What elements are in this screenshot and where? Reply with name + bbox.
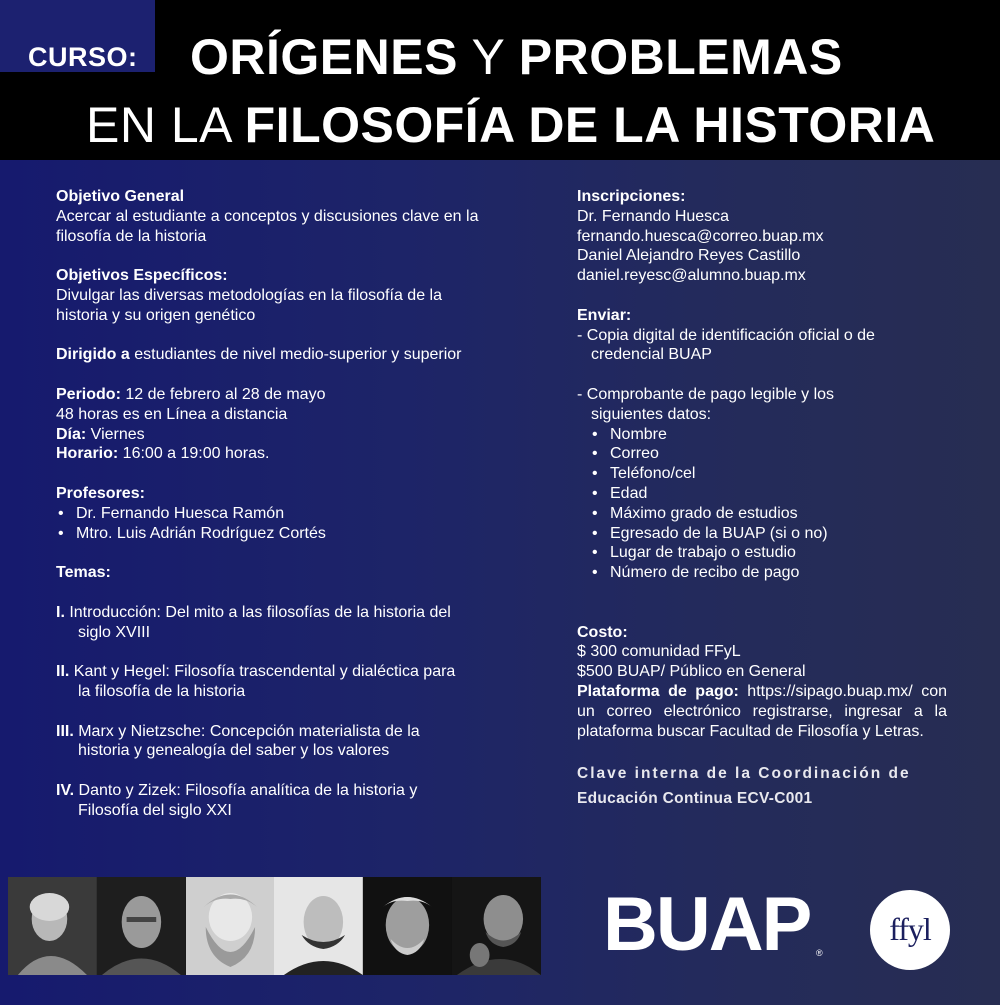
tema-text: Danto y Zizek: Filosofía analítica de la historia y [74, 781, 418, 799]
tema-item [56, 603, 492, 643]
portrait-hegel-icon [97, 877, 186, 975]
temas-heading-block [56, 563, 492, 583]
schedule [56, 385, 492, 464]
tema-text: Introducción: Del mito a las filosofías de la historia del [64, 603, 451, 621]
objetivos-especificos-text: Divulgar las diversas metodologías en la filosofía de la historia y su origen genético [56, 286, 442, 324]
list-item: • Nombre [577, 425, 947, 445]
title-line-2 [86, 96, 935, 154]
horario-text: 16:00 a 19:00 horas. [118, 445, 270, 463]
tema-number: I. [56, 603, 65, 621]
profesores [56, 484, 492, 543]
dia-text: Viernes [86, 425, 145, 443]
clave-line-2: Educación Continua ECV-C001 [577, 790, 813, 808]
portrait-marx-icon [186, 877, 275, 975]
inscripciones-name-1: Dr. Fernando Huesca [577, 207, 730, 225]
tema-number: IV. [56, 781, 75, 799]
tema-number: III. [56, 722, 74, 740]
curso-label: CURSO: [28, 42, 138, 72]
dirigido-text: estudiantes de nivel medio-superior y superior [129, 346, 462, 364]
left-column [56, 187, 492, 840]
tema-continuation: siglo XVIII [78, 623, 151, 641]
clave-interna [577, 761, 947, 811]
inscripciones [577, 187, 947, 286]
title-line-1 [190, 28, 843, 86]
title-problemas: PROBLEMAS [518, 29, 843, 85]
enviar-item-1: - Copia digital de identificación oficial o de [577, 326, 875, 344]
objetivo-general [56, 187, 492, 246]
ffyl-logo: ffyl [870, 890, 950, 970]
tema-text: Kant y Hegel: Filosofía trascendental y dialéctica para [69, 663, 456, 681]
inscripciones-name-2: Daniel Alejandro Reyes Castillo [577, 247, 801, 265]
periodo-text: 12 de febrero al 28 de mayo [120, 385, 326, 403]
periodo-heading: Periodo: [56, 385, 121, 403]
enviar-item-1-cont: credencial BUAP [591, 346, 712, 364]
list-item: • Egresado de la BUAP (si o no) [577, 524, 947, 544]
plataforma-heading: Plataforma de pago: [577, 682, 739, 700]
horario-heading: Horario: [56, 445, 119, 463]
costo-ffyl: $ 300 comunidad FFyL [577, 643, 741, 661]
inscripciones-heading: Inscripciones: [577, 188, 686, 205]
objetivo-general-text: Acercar al estudiante a conceptos y discusiones clave en la filosofía de la historia [56, 207, 479, 245]
datos-list [577, 425, 947, 583]
objetivo-general-heading: Objetivo General [56, 188, 185, 205]
portrait-danto-icon [363, 877, 452, 975]
list-item: • Número de recibo de pago [577, 563, 947, 583]
horas: 48 horas es en Línea a distancia [56, 405, 288, 423]
plataforma-text: https://sipago.buap.mx/ con un correo electrónico registrarse, ingresar a la plataforma buscar Facultad de Filosofía y Letras. [577, 682, 947, 740]
list-item: • Máximo grado de estudios [577, 504, 947, 524]
title-en-la: EN LA [86, 97, 245, 153]
costo [577, 623, 947, 742]
enviar-item-2-cont: siguientes datos: [591, 405, 712, 423]
list-item: • Teléfono/cel [577, 464, 947, 484]
costo-general: $500 BUAP/ Público en General [577, 663, 806, 681]
dirigido-heading: Dirigido a [56, 346, 130, 364]
tema-item [56, 781, 492, 821]
enviar-2 [577, 385, 947, 583]
tema-text: Marx y Nietzsche: Concepción materialista de la [73, 722, 420, 740]
list-item: • Lugar de trabajo o estudio [577, 543, 947, 563]
enviar-item-2: - Comprobante de pago legible y los [577, 385, 835, 403]
enviar-heading: Enviar: [577, 306, 632, 324]
clave-line-1: Clave interna de la Coordinación de [577, 765, 911, 783]
dia [56, 425, 492, 445]
plataforma [577, 682, 947, 741]
list-item: • Mtro. Luis Adrián Rodríguez Cortés [56, 524, 492, 544]
inscripciones-email-2[interactable]: daniel.reyesc@alumno.buap.mx [577, 267, 806, 285]
costo-heading: Costo: [577, 623, 628, 641]
list-item: • Correo [577, 444, 947, 464]
horario [56, 444, 492, 464]
tema-continuation: Filosofía del siglo XXI [78, 801, 232, 819]
tema-item [56, 722, 492, 762]
title-origenes: ORÍGENES [190, 29, 458, 85]
list-item: • Edad [577, 484, 947, 504]
registered-mark: ® [816, 948, 823, 958]
portrait-nietzsche-icon [274, 877, 363, 975]
inscripciones-email-1[interactable]: fernando.huesca@correo.buap.mx [577, 227, 824, 245]
buap-logo: BUAP [603, 882, 811, 967]
portrait-zizek-icon [452, 877, 541, 975]
title-y: Y [457, 29, 519, 85]
dia-heading: Día: [56, 425, 87, 443]
objetivos-especificos [56, 266, 492, 325]
tema-continuation: la filosofía de la historia [78, 682, 246, 700]
periodo [56, 385, 492, 405]
profesores-heading: Profesores: [56, 484, 145, 502]
tema-item [56, 662, 492, 702]
portrait-kant-icon [8, 877, 97, 975]
profesores-list [56, 504, 492, 544]
right-column [577, 187, 947, 811]
list-item: • Dr. Fernando Huesca Ramón [56, 504, 492, 524]
dirigido [56, 345, 492, 365]
tema-number: II. [56, 663, 70, 681]
title-filosofia: FILOSOFÍA DE LA HISTORIA [244, 97, 936, 153]
temas-heading: Temas: [56, 564, 111, 582]
philosophers-photo-strip [8, 877, 541, 975]
enviar [577, 306, 947, 365]
objetivos-especificos-heading: Objetivos Específicos: [56, 267, 228, 285]
tema-continuation: historia y genealogía del saber y los valores [78, 742, 390, 760]
